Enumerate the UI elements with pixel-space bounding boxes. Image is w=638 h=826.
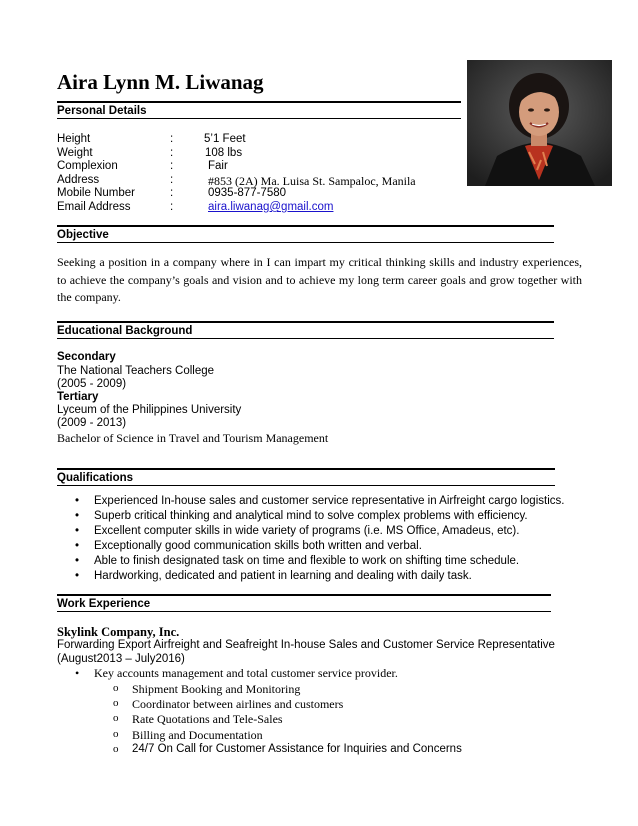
edu-tertiary-label: Tertiary [57, 391, 99, 403]
portrait-image [467, 60, 612, 186]
qualification-text: Excellent computer skills in wide variety of programs (i.e. MS Office, Amadeus, etc). [94, 525, 520, 537]
bullet-icon: • [75, 570, 80, 582]
detail-label: Address [57, 173, 100, 186]
work-subduty-text: 24/7 On Call for Customer Assistance for Inquiries and Concerns [132, 743, 462, 755]
work-subduty-text: Coordinator between airlines and customers [132, 697, 344, 711]
edu-tertiary-degree: Bachelor of Science in Travel and Tourism Management [57, 430, 329, 445]
sub-bullet-icon: o [113, 682, 119, 694]
edu-secondary-school: The National Teachers College [57, 364, 215, 377]
sub-bullet-icon: o [113, 712, 119, 724]
applicant-name: Aira Lynn M. Liwanag [57, 70, 264, 94]
work-subduty-text: Billing and Documentation [132, 728, 263, 742]
section-title: Educational Background [57, 325, 193, 337]
section-title: Work Experience [57, 598, 151, 610]
email-link[interactable]: aira.liwanag@gmail.com [208, 201, 334, 213]
qualification-text: Exceptionally good communication skills both written and verbal. [94, 540, 422, 552]
objective-paragraph: Seeking a position in a company where in I can impart my critical thinking skills and industry experiences, to achieve the company’s goals and vision and to achieve my long term career goals and grow together with the company. [57, 255, 582, 304]
work-duty-text: Key accounts management and total customer service provider. [94, 666, 398, 680]
sub-bullet-icon: o [113, 697, 119, 709]
section-header-personal [57, 101, 461, 119]
section-header-experience [57, 594, 551, 612]
work-subduty-text: Rate Quotations and Tele-Sales [132, 712, 283, 726]
section-header-qualifications [57, 468, 555, 486]
edu-secondary-label: Secondary [57, 351, 116, 363]
detail-label: Email Address [57, 201, 131, 213]
edu-secondary-years: (2005 - 2009) [57, 378, 127, 390]
edu-tertiary-school: Lyceum of the Philippines University [57, 404, 242, 416]
section-title: Objective [57, 229, 109, 241]
bullet-icon: • [75, 666, 80, 680]
edu-tertiary-years: (2009 - 2013) [57, 417, 127, 429]
work-position: Forwarding Export Airfreight and Seafreight In-house Sales and Customer Service Representative [57, 639, 555, 651]
section-title: Personal Details [57, 105, 147, 117]
bullet-icon: • [75, 495, 80, 507]
qualification-text: Experienced In-house sales and customer service representative in Airfreight cargo logistics. [94, 495, 565, 507]
detail-value: #853 (2A) Ma. Luisa St. Sampaloc, Manila [208, 173, 416, 188]
detail-value: 0935-877-7580 [208, 187, 287, 200]
detail-label: Height [57, 133, 91, 145]
work-subduty-text: Shipment Booking and Monitoring [132, 682, 301, 696]
detail-colon: : [170, 201, 174, 213]
section-header-education [57, 321, 554, 339]
work-dates: (August2013 – July2016) [57, 653, 185, 665]
detail-colon: : [170, 187, 174, 200]
bullet-icon: • [75, 540, 80, 552]
bullet-icon: • [75, 510, 80, 522]
detail-colon: : [170, 173, 174, 186]
detail-colon: : [170, 146, 174, 159]
qualification-text: Superb critical thinking and analytical mind to solve complex problems with efficiency. [94, 510, 528, 522]
profile-photo [467, 60, 612, 186]
qualification-text: Able to finish designated task on time and flexible to work on shifting time schedule. [94, 555, 520, 567]
detail-label: Weight [57, 146, 93, 159]
detail-value: Fair [208, 160, 228, 173]
detail-label: Mobile Number [57, 187, 135, 200]
bullet-icon: • [75, 525, 80, 537]
section-header-objective [57, 225, 554, 243]
qualification-text: Hardworking, dedicated and patient in learning and dealing with daily task. [94, 570, 472, 582]
detail-value: 108 lbs [205, 146, 243, 159]
bullet-icon: • [75, 555, 80, 567]
sub-bullet-icon: o [113, 728, 119, 740]
work-company: Skylink Company, Inc. [57, 625, 180, 639]
detail-label: Complexion [57, 160, 118, 173]
detail-colon: : [170, 160, 174, 173]
section-title: Qualifications [57, 472, 134, 484]
detail-value: 5’1 Feet [204, 133, 246, 145]
sub-bullet-icon: o [113, 743, 119, 755]
detail-colon: : [170, 133, 174, 145]
